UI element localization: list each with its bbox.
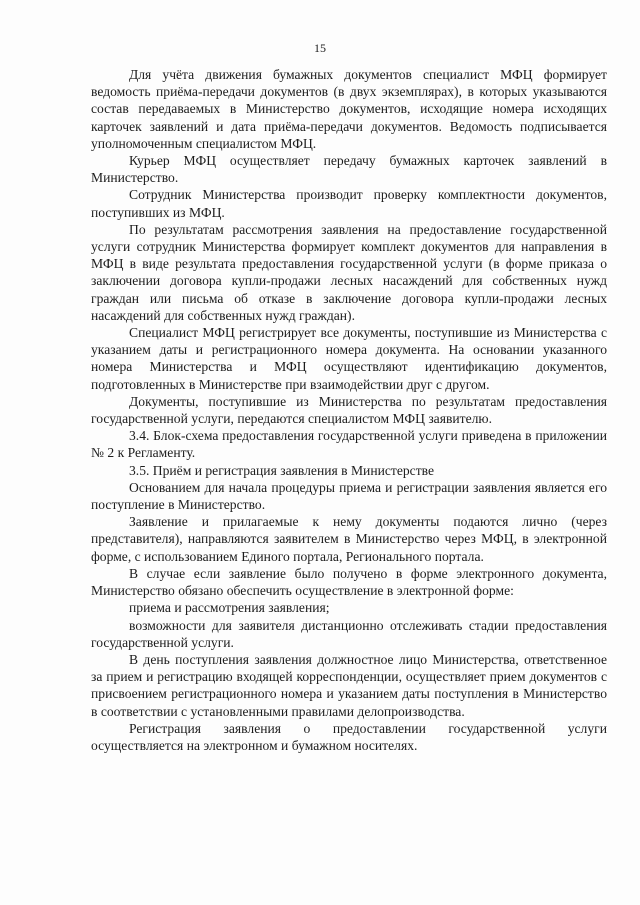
paragraph-transfer-to-applicant: Документы, поступившие из Министерства по результатам предоставления государственной услуги, передаются специалистом МФЦ заявителю. <box>91 393 607 427</box>
list-item-receipt: приема и рассмотрения заявления; <box>129 600 330 616</box>
paragraph-submission-methods: Заявление и прилагаемые к нему документы подаются лично (через представителя), направляются заявителем в Министерство через МФЦ, в электронной форме, с использованием Единого портала, Регионального портала. <box>91 514 607 564</box>
paragraph-registration-mfc: Специалист МФЦ регистрирует все документы, поступившие из Министерства с указанием даты и регистрационного номера документа. На основании указанного номера Министерства и МФЦ осуществляют идентификацию документов, подготовленных в Министерстве при взаимодействии друг с другом. <box>91 325 607 392</box>
page-number: 15 <box>314 41 326 55</box>
paragraph-document-ledger: Для учёта движения бумажных документов специалист МФЦ формирует ведомость приёма-передачи документов (в двух экземплярах), в которых указываются состав передаваемых в Министерство документов, исходящие номера исходящих карточек заявлений и дата приёма-передачи документов. Ведомость подписывается уполномоченным специалистом МФЦ. <box>91 67 607 151</box>
paragraph-completeness-check: Сотрудник Министерства производит проверку комплектности документов, поступивших из МФЦ. <box>91 187 607 220</box>
section-3-5-heading: 3.5. Приём и регистрация заявления в Министерстве <box>129 462 435 478</box>
paragraph-review-results: По результатам рассмотрения заявления на предоставление государственной услуги сотрудник Министерства формирует комплект документов для направления в МФЦ в виде результата предоставления государственной услуги (в форме приказа о заключении договора купли-продажи лесных насаждений для собственных нужд граждан или письма об отказе в заключение договора купли-продажи лесных насаждений для собственных нужд граждан). <box>91 221 607 323</box>
paragraph-electronic-document: В случае если заявление было получено в форме электронного документа, Министерство обязано обеспечить осуществление в электронной форме: <box>91 565 607 599</box>
paragraph-registration-media: Регистрация заявления о предоставлении государственной услуги осуществляется на электронном и бумажном носителях. <box>91 720 607 753</box>
paragraph-courier: Курьер МФЦ осуществляет передачу бумажных карточек заявлений в Министерство. <box>91 153 607 186</box>
paragraph-procedure-basis: Основанием для начала процедуры приема и регистрации заявления является его поступление в Министерство. <box>91 479 607 513</box>
section-3-4: 3.4. Блок-схема предоставления государственной услуги приведена в приложении № 2 к Регламенту. <box>91 428 607 461</box>
paragraph-day-of-receipt: В день поступления заявления должностное лицо Министерства, ответственное за прием и регистрацию входящей корреспонденции, осуществляет прием документов с присвоением регистрационного номера и указанием даты поступления в Министерство в соответствии с установленными правилами делопроизводства. <box>91 651 607 719</box>
document-body <box>91 66 607 754</box>
list-item-tracking: возможности для заявителя дистанционно отслеживать стадии предоставления государственной услуги. <box>91 617 607 650</box>
